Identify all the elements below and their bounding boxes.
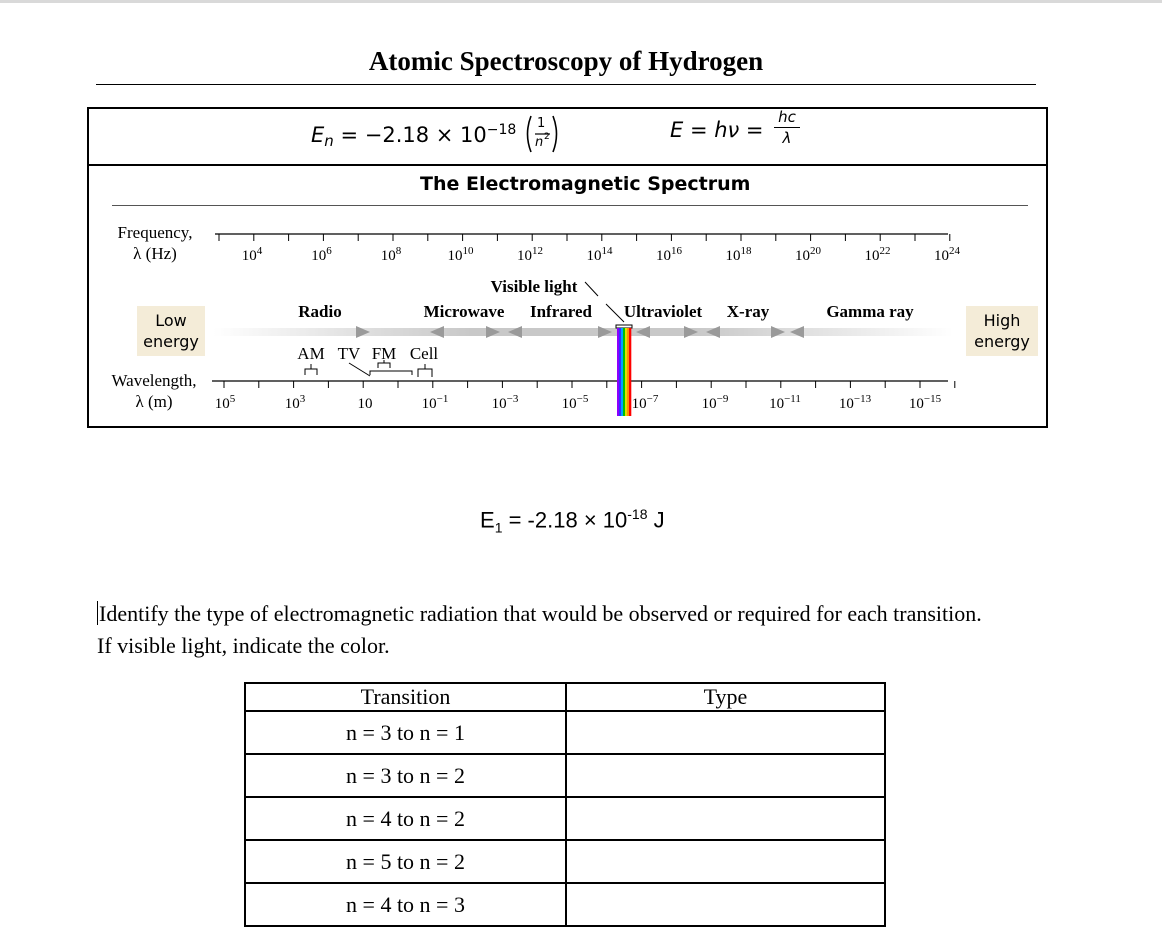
wavelength-tick-label: $10^{-7}$	[631, 393, 659, 412]
energy-rhs: = −2.18 × 10	[340, 123, 487, 147]
wavelength-tick-label: $10^{-15}$	[908, 393, 942, 412]
text-cursor	[97, 601, 98, 625]
frequency-tick-label: $10^{12}$	[517, 245, 543, 264]
tv-bracket	[370, 371, 412, 375]
region-label-xray: X-ray	[726, 302, 770, 321]
wavelength-tick-label: 10	[357, 396, 373, 412]
spectrum-band-bar	[213, 328, 953, 336]
wavelength-tick-label: $10^{-3}$	[491, 393, 519, 412]
wavelength-label-line1: Wavelength,	[111, 371, 197, 390]
energy-symbol: E	[311, 123, 325, 147]
table-row	[245, 711, 885, 754]
wavelength-axis	[212, 381, 955, 412]
frequency-tick-label: $10^{22}$	[864, 245, 891, 264]
band-arrowhead	[684, 326, 698, 338]
band-arrowhead	[636, 326, 650, 338]
ground-state-energy	[480, 506, 665, 536]
frequency-tick-label: $10^8$	[380, 245, 402, 264]
fraction-denominator-exponent: 2	[544, 132, 550, 142]
am-bracket	[305, 364, 317, 375]
region-labels	[297, 277, 914, 377]
band-label-am: AM	[297, 344, 325, 363]
low-energy-line2: energy	[143, 332, 199, 351]
ground-state-value: = -2.18 × 10	[502, 507, 628, 533]
visible-strip-cap	[616, 325, 632, 328]
fraction-numerator: 1	[537, 116, 546, 131]
region-label-infrared: Infrared	[529, 302, 593, 321]
ground-state-symbol: E	[480, 507, 495, 533]
wavelength-tick-label: $10^{-13}$	[838, 393, 872, 412]
transition-cell: n = 5 to n = 2	[245, 840, 566, 883]
wavelength-tick-label: $10^{-11}$	[769, 393, 801, 412]
wavelength-label-line2: λ (m)	[135, 392, 173, 411]
high-energy-line2: energy	[974, 332, 1030, 351]
band-arrowhead	[598, 326, 612, 338]
fraction-denominator: n	[535, 135, 544, 150]
transition-cell: n = 4 to n = 3	[245, 883, 566, 926]
wavelength-tick-label: $10^{-9}$	[701, 393, 729, 412]
visible-light-pointer	[585, 282, 598, 296]
transition-cell: n = 4 to n = 2	[245, 797, 566, 840]
band-arrowhead	[486, 326, 500, 338]
ground-state-subscript: 1	[494, 519, 503, 536]
question-text: Identify the type of electromagnetic radiation that would be observed or required for each transition. If visible light, indicate the color.	[97, 601, 982, 658]
header-transition: Transition	[245, 683, 566, 711]
visible-color-band	[619, 328, 621, 416]
visible-color-band	[623, 328, 625, 416]
frequency-tick-label: $10^{24}$	[934, 245, 960, 264]
visible-light-strip	[616, 325, 632, 416]
band-arrowhead	[771, 326, 785, 338]
band-label-tv: TV	[337, 344, 361, 363]
frequency-tick-label: $10^{10}$	[447, 245, 474, 264]
wavelength-tick-label: $10^{-1}$	[421, 393, 449, 412]
ultraviolet-pointer	[606, 304, 624, 322]
frequency-tick-label: $10^{16}$	[656, 245, 682, 264]
visible-color-band	[627, 328, 629, 416]
region-label-visible: Visible light	[490, 277, 578, 296]
wavelength-tick-label: $10^{-5}$	[561, 393, 589, 412]
visible-color-band	[625, 328, 627, 416]
table-row	[245, 797, 885, 840]
band-arrowhead	[508, 326, 522, 338]
photon-fraction-numerator: hc	[778, 108, 796, 126]
visible-color-band	[629, 328, 631, 416]
transition-table	[244, 682, 886, 927]
type-cell[interactable]	[566, 797, 885, 840]
wavelength-tick-label: $10^3$	[284, 393, 306, 412]
energy-exponent: −18	[486, 122, 517, 138]
region-label-microwave: Microwave	[423, 302, 505, 321]
photon-fraction-denominator: λ	[782, 129, 792, 147]
frequency-label-line2: λ (Hz)	[133, 244, 177, 263]
band-label-fm: FM	[371, 344, 397, 363]
document-title: Atomic Spectroscopy of Hydrogen	[368, 46, 764, 76]
high-energy-line1: High	[983, 311, 1021, 330]
band-label-cell: Cell	[409, 344, 439, 363]
ground-state-exponent: -18	[627, 506, 648, 522]
frequency-tick-label: $10^{18}$	[725, 245, 752, 264]
frequency-tick-label: $10^6$	[311, 245, 332, 264]
type-cell[interactable]	[566, 754, 885, 797]
type-cell[interactable]	[566, 711, 885, 754]
frequency-tick-label: $10^{20}$	[795, 245, 821, 264]
transition-cell: n = 3 to n = 1	[245, 711, 566, 754]
visible-color-band	[621, 328, 623, 416]
band-arrowhead	[356, 326, 370, 338]
spectrum-title: The Electromagnetic Spectrum	[420, 173, 751, 195]
transition-cell: n = 3 to n = 2	[245, 754, 566, 797]
table-row	[245, 840, 885, 883]
frequency-tick-label: $10^{14}$	[586, 245, 613, 264]
energy-subscript: n	[324, 132, 334, 150]
header-type: Type	[566, 683, 885, 711]
band-arrowhead	[430, 326, 444, 338]
frequency-axis	[215, 234, 961, 264]
table-header-row	[245, 683, 885, 711]
region-label-ultraviolet: Ultraviolet	[623, 302, 703, 321]
photon-equation-text: E = hν =	[670, 118, 764, 142]
frequency-tick-label: $10^4$	[241, 245, 263, 264]
frequency-label-line1: Frequency,	[117, 223, 193, 242]
type-cell[interactable]	[566, 883, 885, 926]
cell-bracket	[418, 364, 432, 377]
region-label-gamma: Gamma ray	[826, 302, 914, 321]
type-cell[interactable]	[566, 840, 885, 883]
visible-color-band	[617, 328, 619, 416]
tv-pointer	[349, 363, 370, 376]
region-label-radio: Radio	[298, 302, 342, 321]
band-arrowhead	[706, 326, 720, 338]
low-energy-line1: Low	[155, 311, 187, 330]
ground-state-unit: J	[647, 507, 665, 533]
spectrum-band	[213, 326, 953, 338]
band-arrowhead	[790, 326, 804, 338]
table-row	[245, 883, 885, 926]
wavelength-tick-label: $10^5$	[214, 393, 236, 412]
table-row	[245, 754, 885, 797]
question-prompt[interactable]	[97, 598, 997, 662]
